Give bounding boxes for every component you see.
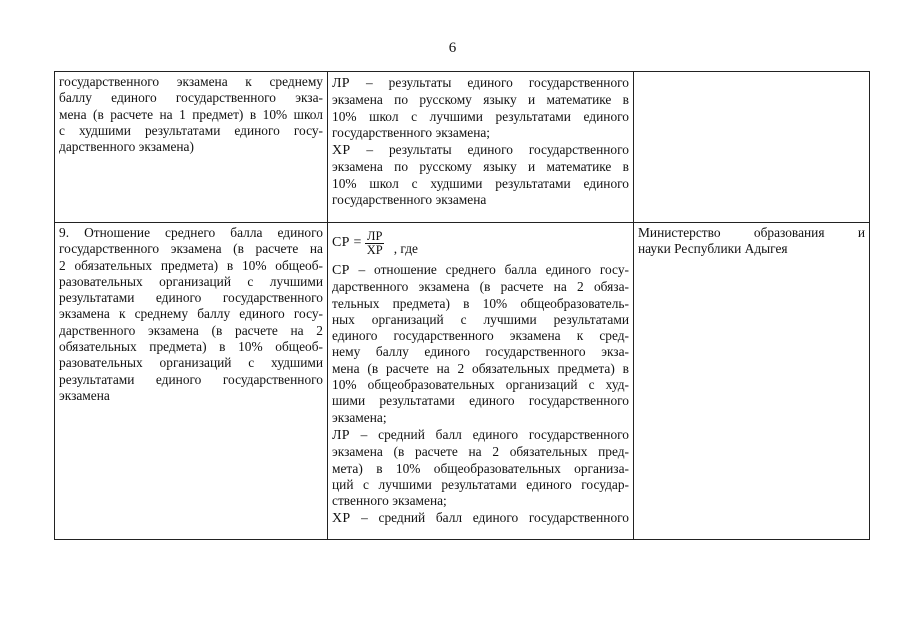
text-line: науки Республики Адыгея [638,241,788,257]
text-line: государственного экзамена; [332,124,491,140]
text-line: государственного экзамена к среднему [59,74,323,89]
text-line: дарственного экзамена) [59,139,194,155]
table-row [55,223,870,540]
indicator-name-text [59,225,323,404]
text-line [332,427,629,444]
text-line: экзамена (в расчете на 2 обязательных пред- [332,444,629,460]
page-number: 6 [448,40,457,56]
definition-lr [332,427,629,509]
definition-text: – отношение среднего балла единого госу- [358,262,629,277]
definition-text: – результаты единого государственного [366,142,629,158]
text-line: 9. Отношение среднего балла единого [59,225,323,240]
abbreviation: ХР [332,143,351,159]
definition-hr [332,142,629,208]
text-line: обязательных предмета) в 10% общеоб- [59,339,323,355]
text-line: экзамена; [332,409,387,425]
responsible-cell [634,223,870,540]
text-line: Министерство образования и [638,225,865,240]
definition-lr [332,75,629,141]
abbreviation: СР [332,263,350,278]
text-line: мена (в расчете на 1 предмет) в 10% школ [59,106,323,122]
formula [332,225,629,261]
text-line [332,142,629,159]
abbreviation: ХР [332,511,351,527]
fraction-denominator: ХР [366,242,383,257]
text-line: мена (в расчете на 2 обязательных предмета) в [332,360,629,376]
text-line: 10% школ с худшими результатами единого [332,175,629,191]
indicator-name-text [59,74,323,155]
text-line: нему баллу единого государственного экза- [332,344,629,360]
text-line: экзамена по русскому языку и математике в [332,92,629,108]
text-line: ций с лучшими результатами единого государ- [332,476,629,492]
formula-fraction [365,230,385,257]
text-line: 10% школ с лучшими результатами единого [332,108,629,124]
fraction-numerator: ЛР [367,228,383,243]
formula-cell [328,223,634,540]
formula-cell [328,72,634,223]
text-line: с худшими результатами единого госу- [59,122,323,138]
text-line: экзамена [59,387,110,403]
indicator-name-cell [55,72,328,223]
text-line: 10% общеобразовательных организаций с худ- [332,377,629,393]
text-line [332,75,629,92]
text-line: тельных предмета) в 10% общеобразователь- [332,295,629,311]
abbreviation: ЛР [332,76,350,91]
definition-text: – средний балл единого государственного [360,426,629,442]
indicator-name-cell [55,223,328,540]
formula-suffix: , где [393,240,418,256]
text-line: единого государственного экзамена к сред- [332,328,629,344]
text-line: результатами единого государственного [59,371,323,387]
text-line: разовательных организаций с худшими [59,355,323,371]
abbreviation: ЛР [332,427,350,443]
definition-hr [332,510,629,527]
definition-sr [332,262,629,426]
text-line [332,262,629,279]
responsible-cell [634,72,870,223]
definition-text: – результаты единого государственного [365,75,629,90]
text-line: разовательных организаций с лучшими [59,273,323,289]
text-line: мета) в 10% общеобразовательных организа- [332,460,629,476]
text-line: ственного экзамена; [332,493,447,509]
text-line [332,510,629,527]
text-line: баллу единого государственного экза- [59,90,323,106]
table-row [55,72,870,223]
text-line: 2 обязательных предмета) в 10% общеоб- [59,257,323,273]
indicators-table [54,71,870,540]
text-line: результатами единого государственного [59,290,323,306]
text-line: государственного экзамена [332,192,487,208]
text-line: дарственного экзамена (в расчете на 2 обяза- [332,279,629,295]
text-line: шими результатами единого государственного [332,393,629,409]
text-line: дарственного экзамена (в расчете на 2 [59,322,323,338]
definition-text: – средний балл единого государственного [361,510,629,526]
text-line: государственного экзамена (в расчете на [59,241,323,257]
text-line: ных организаций с лучшими результатами [332,311,629,327]
text-line: экзамена к среднему баллу единого госу- [59,306,323,322]
text-line: экзамена по русскому языку и математике в [332,159,629,175]
formula-lhs: СР = [332,234,362,250]
